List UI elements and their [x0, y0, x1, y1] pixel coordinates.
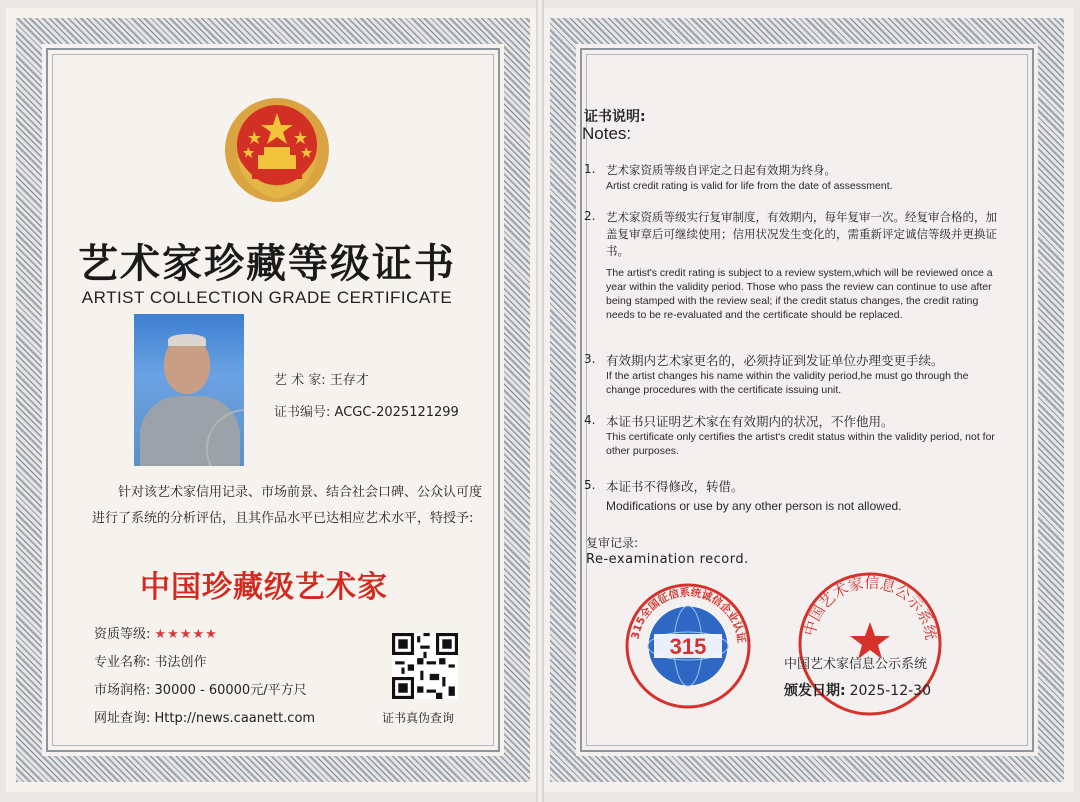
- note-number: 5.: [584, 478, 596, 492]
- record-title-english: Re-examination record.: [586, 552, 749, 567]
- certificate-title: 艺术家珍藏等级证书: [78, 241, 456, 287]
- note-item: [584, 352, 1004, 397]
- specialty-row: [94, 651, 207, 670]
- notes-title: 证书说明:: [584, 109, 646, 125]
- note-text-en: The artist's credit rating is subject to a review system,which will be reviewed once a year within the validity period. Those who pass the review can continue to use after being stamped with the review seal; if the credit status changes, the credit rating needs to be re-evaluated and the certificate should be replaced.: [606, 267, 993, 321]
- artist-name-row: [274, 369, 369, 388]
- note-text-cn: 艺术家资质等级自评定之日起有效期为终身。: [606, 163, 836, 177]
- qr-code-icon[interactable]: [392, 633, 458, 699]
- price-row: [94, 679, 307, 698]
- note-item: [584, 162, 1004, 193]
- certificate-title-english: ARTIST COLLECTION GRADE CERTIFICATE: [81, 288, 453, 307]
- cert-number-label: 证书编号:: [274, 405, 331, 420]
- seal-315-number: 315: [669, 634, 707, 659]
- artist-label: 艺 术 家:: [274, 373, 326, 388]
- note-text-cn: 有效期内艺术家更名的，必须持证到发证单位办理变更手续。: [606, 353, 944, 368]
- specialty: 书法创作: [154, 655, 207, 670]
- issuer-name: 中国艺术家信息公示系统: [784, 657, 928, 672]
- award-title: 中国珍藏级艺术家: [140, 570, 388, 605]
- url-link[interactable]: Http://news.caanett.com: [154, 711, 316, 726]
- cert-number-row: [274, 401, 459, 420]
- note-text-cn: 本证书只证明艺术家在有效期内的状况，不作他用。: [606, 414, 894, 429]
- note-item: [584, 413, 1004, 458]
- url-row: [94, 707, 315, 726]
- issue-date-label: 颁发日期:: [784, 683, 846, 699]
- note-number: 1.: [584, 162, 596, 176]
- record-title: 复审记录:: [586, 536, 639, 550]
- qr-code-label: 证书真伪查询: [382, 711, 455, 725]
- note-text-cn: 本证书不得修改，转借。: [606, 479, 744, 494]
- notes-title-english: Notes:: [582, 124, 632, 143]
- note-number: 3.: [584, 352, 596, 366]
- price: 30000 - 60000元/平方尺: [154, 683, 307, 698]
- note-text-en: Artist credit rating is valid for life from the date of assessment.: [606, 180, 893, 192]
- note-number: 2.: [584, 209, 596, 223]
- grade-stars: ★★★★★: [154, 627, 218, 642]
- grade-row: [94, 623, 218, 642]
- national-emblem-icon: [222, 95, 332, 205]
- price-label: 市场润格:: [94, 683, 151, 698]
- note-item: [584, 209, 1004, 322]
- url-label: 网址查询:: [94, 711, 151, 726]
- note-number: 4.: [584, 413, 596, 427]
- artist-photo: [134, 314, 244, 466]
- seal-red-ring-text: 中国艺术家信息公示系统: [800, 573, 941, 642]
- note-text-en: Modifications or use by any other person is not allowed.: [606, 499, 902, 513]
- grade-label: 资质等级:: [94, 627, 151, 642]
- certificate-description: 针对该艺术家信用记录、市场前景、结合社会口碑、公众认可度进行了系统的分析评估，且其作品水平已达相应艺术水平，特授予:: [92, 485, 483, 526]
- seal-315-icon: [624, 582, 752, 710]
- cert-number: ACGC-2025121299: [334, 405, 459, 420]
- specialty-label: 专业名称:: [94, 655, 151, 670]
- note-text-en: This certificate only certifies the artist's credit status within the validity period, not for other purposes.: [606, 431, 995, 457]
- note-text-en: If the artist changes his name within the validity period,he must go through the change procedures with the certificate issuing unit.: [606, 370, 969, 396]
- issue-date: 2025-12-30: [849, 683, 931, 699]
- note-item: [584, 478, 1004, 514]
- issue-date-row: [784, 680, 931, 700]
- seal-315-ring-text: 315全国征信系统诚信企业认证: [629, 586, 748, 644]
- book-spine: [536, 0, 544, 802]
- note-text-cn: 艺术家资质等级实行复审制度，有效期内，每年复审一次。经复审合格的，加盖复审章后可继续使用；信用状况发生变化的，需重新评定诚信等级并更换证书。: [606, 210, 997, 258]
- artist-name: 王存才: [329, 373, 369, 388]
